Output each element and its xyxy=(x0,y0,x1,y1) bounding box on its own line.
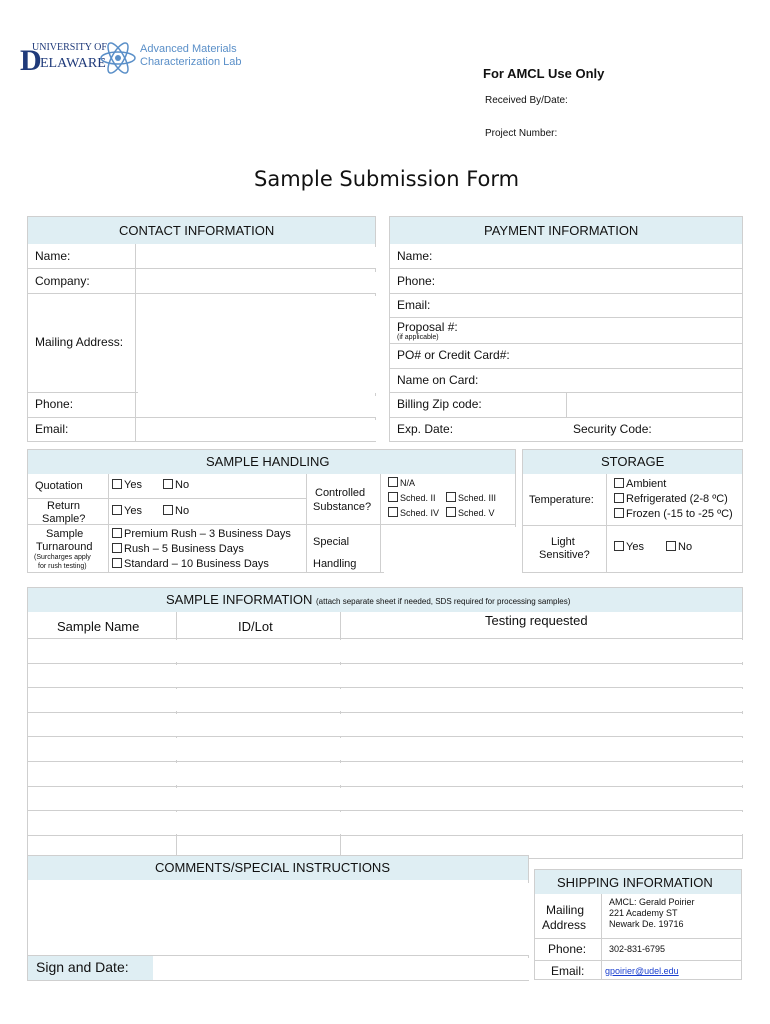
contact-phone-field[interactable] xyxy=(138,396,376,417)
na-label: N/A xyxy=(400,478,416,488)
rush-option[interactable] xyxy=(112,543,244,555)
sched4-option[interactable] xyxy=(388,507,439,518)
turnaround-label-line2: Turnaround xyxy=(36,541,93,553)
controlled-label-line1: Controlled xyxy=(315,487,366,499)
temperature-label: Temperature: xyxy=(529,494,594,506)
table-row-divider xyxy=(28,663,742,664)
payment-po-label: PO# or Credit Card#: xyxy=(397,348,510,362)
contact-heading: CONTACT INFORMATION xyxy=(119,223,275,238)
sign-date-label: Sign and Date: xyxy=(36,959,129,975)
frozen-label: Frozen (-15 to -25 ºC) xyxy=(626,508,733,520)
sched5-option[interactable] xyxy=(446,507,495,518)
handling-heading: SAMPLE HANDLING xyxy=(206,454,330,469)
premium-rush-label: Premium Rush – 3 Business Days xyxy=(124,528,291,540)
sample-info-heading xyxy=(166,592,570,607)
payment-exp-date-label: Exp. Date: xyxy=(397,422,454,436)
shipping-heading: SHIPPING INFORMATION xyxy=(557,875,713,890)
table-row-cell[interactable] xyxy=(343,812,744,834)
light-yes-label: Yes xyxy=(626,541,644,553)
shipping-email-label: Email: xyxy=(551,964,585,978)
comments-field[interactable] xyxy=(31,883,529,955)
controlled-label-line2: Substance? xyxy=(313,501,372,513)
checkbox[interactable] xyxy=(446,507,456,517)
payment-proposal-label: Proposal #: xyxy=(397,320,458,334)
checkbox[interactable] xyxy=(163,505,173,515)
return-label-line2: Sample? xyxy=(42,513,86,525)
sample-info-heading-note: (attach separate sheet if needed, SDS required for processing samples) xyxy=(316,597,571,606)
quotation-label: Quotation xyxy=(35,480,83,492)
table-row-cell[interactable] xyxy=(179,763,342,785)
col-id-lot: ID/Lot xyxy=(238,619,273,634)
shipping-email-link[interactable]: gpoirier@udel.edu xyxy=(605,966,679,976)
payment-name-label: Name: xyxy=(397,249,433,263)
checkbox[interactable] xyxy=(112,558,122,568)
standard-label: Standard – 10 Business Days xyxy=(124,558,269,570)
checkbox[interactable] xyxy=(666,541,676,551)
checkbox[interactable] xyxy=(388,477,398,487)
payment-email-field[interactable] xyxy=(440,296,742,317)
table-row-cell[interactable] xyxy=(30,763,178,785)
ud-logo-line2: ELAWARE xyxy=(40,56,106,71)
payment-name-on-card-field[interactable] xyxy=(485,371,742,392)
table-row-cell[interactable] xyxy=(179,640,342,662)
payment-phone-field[interactable] xyxy=(440,272,742,293)
table-row-cell[interactable] xyxy=(30,640,178,662)
checkbox[interactable] xyxy=(112,528,122,538)
sched5-label: Sched. V xyxy=(458,508,495,518)
table-row-divider xyxy=(28,712,742,713)
checkbox[interactable] xyxy=(614,493,624,503)
payment-heading: PAYMENT INFORMATION xyxy=(484,223,639,238)
payment-proposal-note: (if applicable) xyxy=(397,334,439,341)
sched3-option[interactable] xyxy=(446,492,496,503)
shipping-phone-value: 302-831-6795 xyxy=(609,944,666,954)
sched3-label: Sched. III xyxy=(458,493,497,503)
contact-name-field[interactable] xyxy=(138,247,376,268)
light-yes[interactable] xyxy=(614,541,644,553)
contact-name-label: Name: xyxy=(35,249,71,263)
sched2-label: Sched. II xyxy=(400,493,436,503)
rush-label: Rush – 5 Business Days xyxy=(124,543,244,555)
col-testing-requested: Testing requested xyxy=(485,613,588,628)
payment-email-label: Email: xyxy=(397,298,431,312)
table-row-cell[interactable] xyxy=(343,665,744,687)
checkbox[interactable] xyxy=(112,543,122,553)
turnaround-label-line1: Sample xyxy=(46,528,84,540)
refrigerated-option[interactable] xyxy=(614,493,728,505)
shipping-mailing-line1: Mailing xyxy=(546,903,585,917)
amcl-use-title: For AMCL Use Only xyxy=(483,66,605,81)
light-no-label: No xyxy=(678,541,693,553)
ud-logo-initial: D xyxy=(20,44,42,77)
table-row-divider xyxy=(28,835,742,836)
table-row-cell[interactable] xyxy=(179,812,342,834)
table-row-cell[interactable] xyxy=(30,714,178,736)
atom-icon xyxy=(98,40,138,76)
special-label-line2: Handling xyxy=(313,558,357,570)
return-no-label: No xyxy=(175,505,190,517)
table-row-cell[interactable] xyxy=(343,714,744,736)
contact-email-field[interactable] xyxy=(138,420,376,441)
special-label-line1: Special xyxy=(313,536,350,548)
lab-logo-line1: Advanced Materials xyxy=(140,43,237,55)
refrigerated-label: Refrigerated (2-8 ºC) xyxy=(626,493,728,505)
return-yes[interactable] xyxy=(112,505,142,517)
sched2-option[interactable] xyxy=(388,492,436,503)
checkbox[interactable] xyxy=(388,492,398,502)
shipping-address-line2: 221 Academy ST xyxy=(609,908,678,918)
page-title: Sample Submission Form xyxy=(254,167,520,191)
table-row-divider xyxy=(28,687,742,688)
contact-phone-label: Phone: xyxy=(35,397,74,411)
table-row-cell[interactable] xyxy=(30,689,178,711)
col-sample-name: Sample Name xyxy=(57,619,140,634)
shipping-mailing-line2: Address xyxy=(542,918,587,932)
standard-option[interactable] xyxy=(112,558,269,570)
shipping-phone-label: Phone: xyxy=(548,942,587,956)
checkbox[interactable] xyxy=(614,478,624,488)
ud-logo xyxy=(20,40,107,77)
table-row-cell[interactable] xyxy=(179,738,342,760)
return-yes-label: Yes xyxy=(124,505,142,517)
frozen-option[interactable] xyxy=(614,508,733,520)
table-row-cell[interactable] xyxy=(30,812,178,834)
sched4-label: Sched. IV xyxy=(400,508,440,518)
checkbox[interactable] xyxy=(112,479,122,489)
return-no[interactable] xyxy=(163,505,189,517)
light-label-line2: Sensitive? xyxy=(539,549,590,561)
shipping-address-line1: AMCL: Gerald Poirier xyxy=(609,897,695,907)
premium-rush-option[interactable] xyxy=(112,528,291,540)
turnaround-note-line1: (Surcharges apply xyxy=(34,554,91,561)
ambient-label: Ambient xyxy=(626,478,667,490)
ud-logo-line1: UNIVERSITY OF xyxy=(32,42,107,53)
table-row-divider xyxy=(28,786,742,787)
checkbox[interactable] xyxy=(446,492,456,502)
return-label-line1: Return xyxy=(47,500,81,512)
checkbox[interactable] xyxy=(614,508,624,518)
contact-mailing-field[interactable] xyxy=(138,296,376,393)
table-row-cell[interactable] xyxy=(343,788,744,810)
contact-email-label: Email: xyxy=(35,422,69,436)
na-option[interactable] xyxy=(388,477,415,488)
sample-info-heading-text: SAMPLE INFORMATION xyxy=(166,592,313,607)
table-row-divider xyxy=(28,638,742,639)
payment-billing-zip-label: Billing Zip code: xyxy=(397,397,482,411)
shipping-address-line3: Newark De. 19716 xyxy=(609,919,684,929)
table-row-cell[interactable] xyxy=(343,763,744,785)
table-row-divider xyxy=(28,761,742,762)
table-row-cell[interactable] xyxy=(179,665,342,687)
checkbox[interactable] xyxy=(614,541,624,551)
payment-name-field[interactable] xyxy=(440,247,742,268)
storage-heading: STORAGE xyxy=(601,454,665,469)
table-row-cell[interactable] xyxy=(30,665,178,687)
light-label-line1: Light xyxy=(551,536,575,548)
quotation-no-label: No xyxy=(175,479,190,491)
quotation-yes[interactable] xyxy=(112,479,142,491)
received-by-label: Received By/Date: xyxy=(485,95,568,106)
checkbox[interactable] xyxy=(112,505,122,515)
table-row-cell[interactable] xyxy=(30,738,178,760)
table-row-cell[interactable] xyxy=(30,788,178,810)
table-row-cell[interactable] xyxy=(179,714,342,736)
turnaround-note-line2: for rush testing) xyxy=(38,563,87,570)
sign-date-field[interactable] xyxy=(157,958,529,980)
ambient-option[interactable] xyxy=(614,478,666,490)
quotation-no[interactable] xyxy=(163,479,189,491)
light-no[interactable] xyxy=(666,541,692,553)
table-row-cell[interactable] xyxy=(343,640,744,662)
table-row-divider xyxy=(28,736,742,737)
project-number-label: Project Number: xyxy=(485,128,558,139)
checkbox[interactable] xyxy=(163,479,173,489)
contact-company-field[interactable] xyxy=(138,272,376,293)
table-row-cell[interactable] xyxy=(343,689,744,711)
contact-company-label: Company: xyxy=(35,274,90,288)
table-row-cell[interactable] xyxy=(343,738,744,760)
checkbox[interactable] xyxy=(388,507,398,517)
contact-mailing-label: Mailing Address: xyxy=(35,335,124,349)
quotation-yes-label: Yes xyxy=(124,479,142,491)
payment-security-code-label: Security Code: xyxy=(573,422,652,436)
table-row-cell[interactable] xyxy=(179,689,342,711)
payment-po-field[interactable] xyxy=(525,346,742,367)
payment-name-on-card-label: Name on Card: xyxy=(397,373,479,387)
lab-logo-line2: Characterization Lab xyxy=(140,56,242,68)
payment-proposal-field[interactable] xyxy=(470,320,742,341)
special-handling-field[interactable] xyxy=(384,527,516,574)
table-row-divider xyxy=(28,810,742,811)
payment-billing-zip-field[interactable] xyxy=(572,396,742,417)
comments-heading: COMMENTS/SPECIAL INSTRUCTIONS xyxy=(155,860,390,875)
payment-phone-label: Phone: xyxy=(397,274,436,288)
table-row-cell[interactable] xyxy=(179,788,342,810)
